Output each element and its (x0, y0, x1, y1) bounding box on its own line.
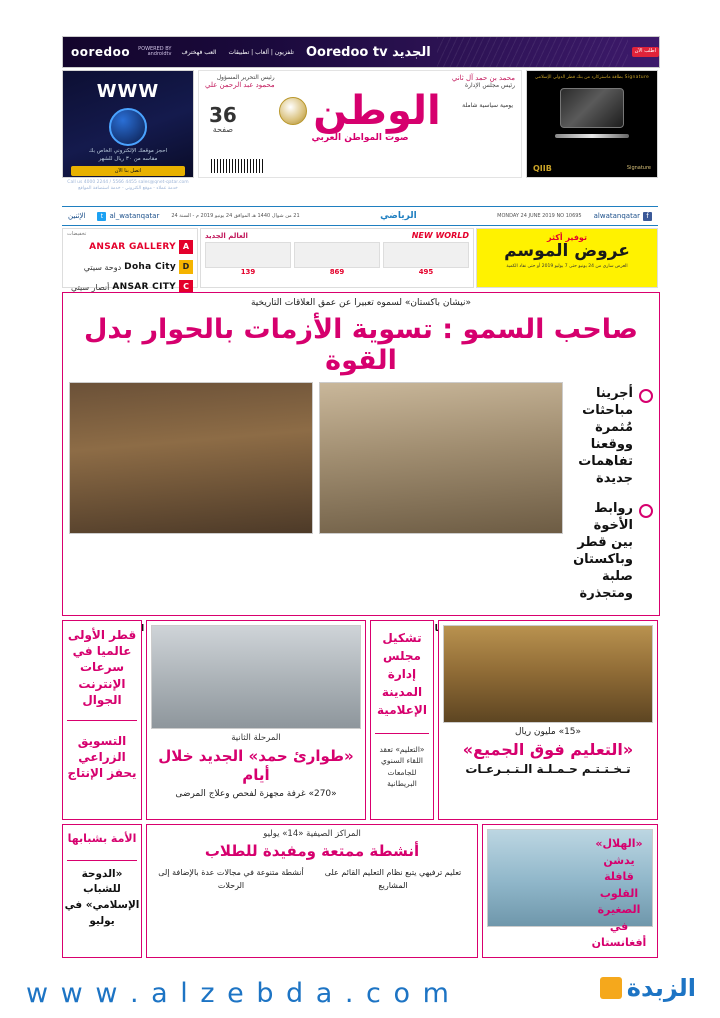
summer-body-columns (147, 863, 477, 897)
lead-bullet-item (571, 386, 653, 487)
ansar-mark-icon: A (179, 240, 193, 254)
brief-agri-headline: التسويق الزراعي يحفز الإنتاج (67, 733, 137, 781)
education-kicker: «15» مليون ريال (514, 727, 582, 737)
product-image (294, 242, 380, 268)
watermark-mark-icon (600, 977, 622, 999)
stories-band-lower (62, 824, 658, 958)
facebook-icon: f (643, 212, 652, 221)
new-world-logo-ar: العالم الجديد (205, 231, 248, 240)
weekday-label: الإثنين (68, 212, 86, 220)
web-hosting-ad[interactable] (62, 70, 194, 192)
column-divider (67, 860, 137, 861)
newspaper-title: الوطن (313, 88, 441, 134)
ansar-city-ar: أنصار سيتي (70, 282, 110, 292)
ooredoo-banner-ad[interactable] (62, 36, 660, 68)
product-item[interactable] (205, 242, 291, 276)
doha-city-ar: دوحة سيتي (83, 262, 122, 272)
brief-agri-marketing[interactable] (63, 727, 141, 788)
product-price: 869 (329, 268, 345, 276)
twitter-handle[interactable] (91, 212, 165, 221)
ooredoo-badge-group (628, 47, 659, 57)
social-info-bar (62, 206, 658, 226)
lead-bullet-item (571, 501, 653, 602)
product-image (205, 242, 291, 268)
lead-bullets (571, 382, 653, 617)
banner-menu: تلفزيون | ألعاب | تطبيقات (228, 48, 294, 56)
editor-block (205, 74, 275, 89)
bullet-dot-icon (639, 389, 653, 403)
sport-section-label[interactable]: الرياضي (380, 211, 417, 221)
ansar-city-mark-icon: C (179, 280, 193, 294)
hamad-headline: «طوارئ حمد» الجديد خلال أيام (158, 747, 354, 784)
banner-texture (437, 37, 628, 67)
qiib-card-ad[interactable] (526, 70, 658, 178)
nameplate-meta: يومية سياسية شاملة (462, 102, 513, 109)
order-now-badge[interactable]: اطلب الآن (632, 47, 659, 57)
ad-strip (62, 228, 658, 292)
product-image (383, 242, 469, 268)
qiib-logo: QIIB (533, 164, 552, 173)
stories-band-upper (62, 620, 658, 820)
pen-image (555, 134, 629, 138)
story-red-crescent[interactable] (482, 824, 658, 958)
ad-subtitle: احجز موقعك الإلكتروني الخاص بك (88, 148, 168, 154)
electronics-items (201, 242, 473, 276)
brief-internet-headline: قطر الأولى عالميا في سرعات الإنترنت الجوال (67, 628, 137, 707)
summer-headline: أنشطة ممتعة ومفيدة للطلاب (204, 842, 420, 860)
editor-signature: محمود عبد الرحمن علي (205, 81, 275, 89)
watermark-brand-ar: الزبدة (626, 974, 696, 1002)
lead-kicker: «نيشان باكستان» لسموه تعبيرا عن عمق العلاقات التاريخية (250, 298, 472, 308)
offers-terms: العرض ساري من 24 يونيو حتى 7 يوليو 2019 أو حتى نفاد الكمية (506, 263, 628, 269)
newspaper-slogan: صوت المواطن العربي (311, 133, 409, 143)
umma-headline: «الدوحة للشباب الإسلامي» في يوليو (64, 867, 140, 927)
product-price: 139 (240, 268, 256, 276)
emblem-icon (279, 97, 307, 125)
electronics-ad[interactable] (200, 228, 474, 288)
column-divider (375, 733, 429, 734)
credit-card-image (560, 88, 624, 128)
hospital-photo (151, 625, 361, 729)
watermark-url: w w w . a l z e b d a . c o m (26, 978, 451, 1009)
education-subhead: تـخـتـتـم حـمـلـة الـتـبـرعـات (465, 762, 631, 776)
brief-internet-speed[interactable] (63, 621, 141, 714)
seasonal-offers-ad[interactable] (476, 228, 658, 288)
barcode (211, 159, 263, 173)
doha-city-en: Doha City (124, 262, 176, 272)
ad-www-text: WWW (96, 81, 160, 102)
twitter-icon: t (97, 212, 106, 221)
gallery-top-note: تخفيضات (67, 231, 87, 237)
page-count-label: صفحة (212, 125, 234, 134)
banner-title-main: Ooredoo tv (305, 44, 388, 60)
column-divider (67, 720, 137, 721)
story-education[interactable] (438, 620, 658, 820)
ansar-city-en: ANSAR CITY (112, 282, 176, 292)
editor-role: رئيس التحرير المسؤول (216, 74, 275, 81)
summer-body-col: أنشطة متنوعة في مجالات عدة بالإضافة إلى الرحلات (158, 868, 304, 890)
lead-photo-ceremony (69, 382, 313, 534)
twitter-handle-text: al_watanqatar (109, 212, 160, 220)
summer-body-col: تعليم ترفيهي يتبع نظام التعليم القائم على المشاريع (324, 868, 462, 890)
new-world-logo-en: NEW WORLD (411, 231, 469, 240)
nameplate (198, 70, 522, 178)
council-headline: تشكيل مجلس إدارة المدينة الإعلامية (377, 631, 427, 717)
gallery-brand-row (63, 237, 197, 257)
ad-cta-button[interactable]: اتصل بنا الآن (71, 166, 185, 176)
summer-kicker: المراكز الصيفية «14» يوليو (263, 829, 361, 839)
page-count (209, 105, 237, 134)
education-headline: «التعليم فوق الجميع» (462, 740, 634, 759)
gallery-name-en: ANSAR GALLERY (89, 242, 176, 252)
signature-label: Signature (626, 165, 651, 171)
bullet-dot-icon (639, 504, 653, 518)
doha-city-mark-icon: D (179, 260, 193, 274)
story-hamad-emergency[interactable] (146, 620, 366, 820)
lead-photos (69, 382, 563, 617)
chair-role: رئيس مجلس الإدارة (464, 82, 515, 89)
hamad-subhead: «270» غرفة مجهزة لفحص وعلاج المرضى (175, 788, 337, 799)
ooredoo-logo: ooredoo (71, 45, 131, 59)
lead-photo-meeting (319, 382, 563, 534)
electronics-ad-head (201, 229, 473, 242)
lead-headline: صاحب السمو : تسوية الأزمات بالحوار بدل القوة (83, 314, 639, 377)
hamad-kicker: المرحلة الثانية (231, 733, 281, 743)
lead-bullet-text: أجرينا مباحثات مُثمرة ووقعنا تفاهمات جديدة (578, 386, 633, 486)
issue-date-en: MONDAY 24 JUNE 2019 NO 10695 (497, 213, 582, 219)
lead-body (63, 380, 659, 617)
issue-date-ar: 21 من شوال 1440 هـ الموافق 24 يونيو 2019 م - السنة 24 (171, 213, 300, 219)
education-photo (443, 625, 653, 723)
globe-icon (109, 108, 147, 146)
banner-title-accent: الجديد (392, 44, 431, 60)
red-crescent-headline: «الهلال» يدشن قافلة القلوب الصغيرة في أفغانستان (591, 837, 647, 949)
hospital-ward-photo (487, 829, 653, 949)
watermark-logo (600, 974, 696, 1002)
ad-contact-info: Call us 4000 2244 / 5566 4455 sales@qnet-qatar.com خدمة عملاء - موقع الكتروني - خدمة استضافة المواقع (67, 180, 189, 192)
offers-kicker: توفير أكثر (547, 233, 587, 242)
qiib-ad-headline: Signature بطاقة ماستركارد من بنك قطر الدولي الإسلامي (534, 75, 650, 80)
masthead (62, 70, 658, 200)
banner-tagline: العب فهخترف (181, 48, 217, 56)
ansar-gallery-ad[interactable] (62, 228, 198, 292)
banner-title (300, 45, 437, 60)
site-watermark (0, 964, 720, 1018)
lead-bullet-text: روابط الأخوة بين قطر وباكستان صلبة ومتجذرة (573, 501, 633, 601)
story-summer-centers[interactable] (146, 824, 478, 958)
page-count-number: 36 (209, 103, 237, 127)
nameplate-logo-wrap (199, 88, 521, 134)
umma-kicker: الأمة بشبابها (67, 832, 137, 845)
ad-price-line: مقاسه من ٣٠ ريال للشهر (98, 156, 158, 162)
story-briefs-column[interactable] (62, 620, 142, 820)
nameplate-top-row (199, 71, 521, 89)
facebook-handle-text: alwatanqatar (593, 212, 640, 220)
chair-block (452, 74, 515, 89)
facebook-handle[interactable] (588, 212, 658, 221)
product-price: 495 (418, 268, 434, 276)
product-item[interactable] (383, 242, 469, 276)
powered-by-label: POWERED BY androidtv (138, 45, 172, 57)
council-subhead: «التعليم» تعقد اللقاء السنوي للجامعات البريطانية (379, 745, 425, 788)
product-item[interactable] (294, 242, 380, 276)
chair-signature: محمد بن حمد آل ثاني (451, 74, 515, 82)
story-youth-forum[interactable] (62, 824, 142, 958)
offers-headline: عروض الموسم (504, 241, 630, 261)
story-media-council[interactable] (370, 620, 434, 820)
doha-city-row (63, 257, 197, 277)
lead-story[interactable] (62, 292, 660, 616)
